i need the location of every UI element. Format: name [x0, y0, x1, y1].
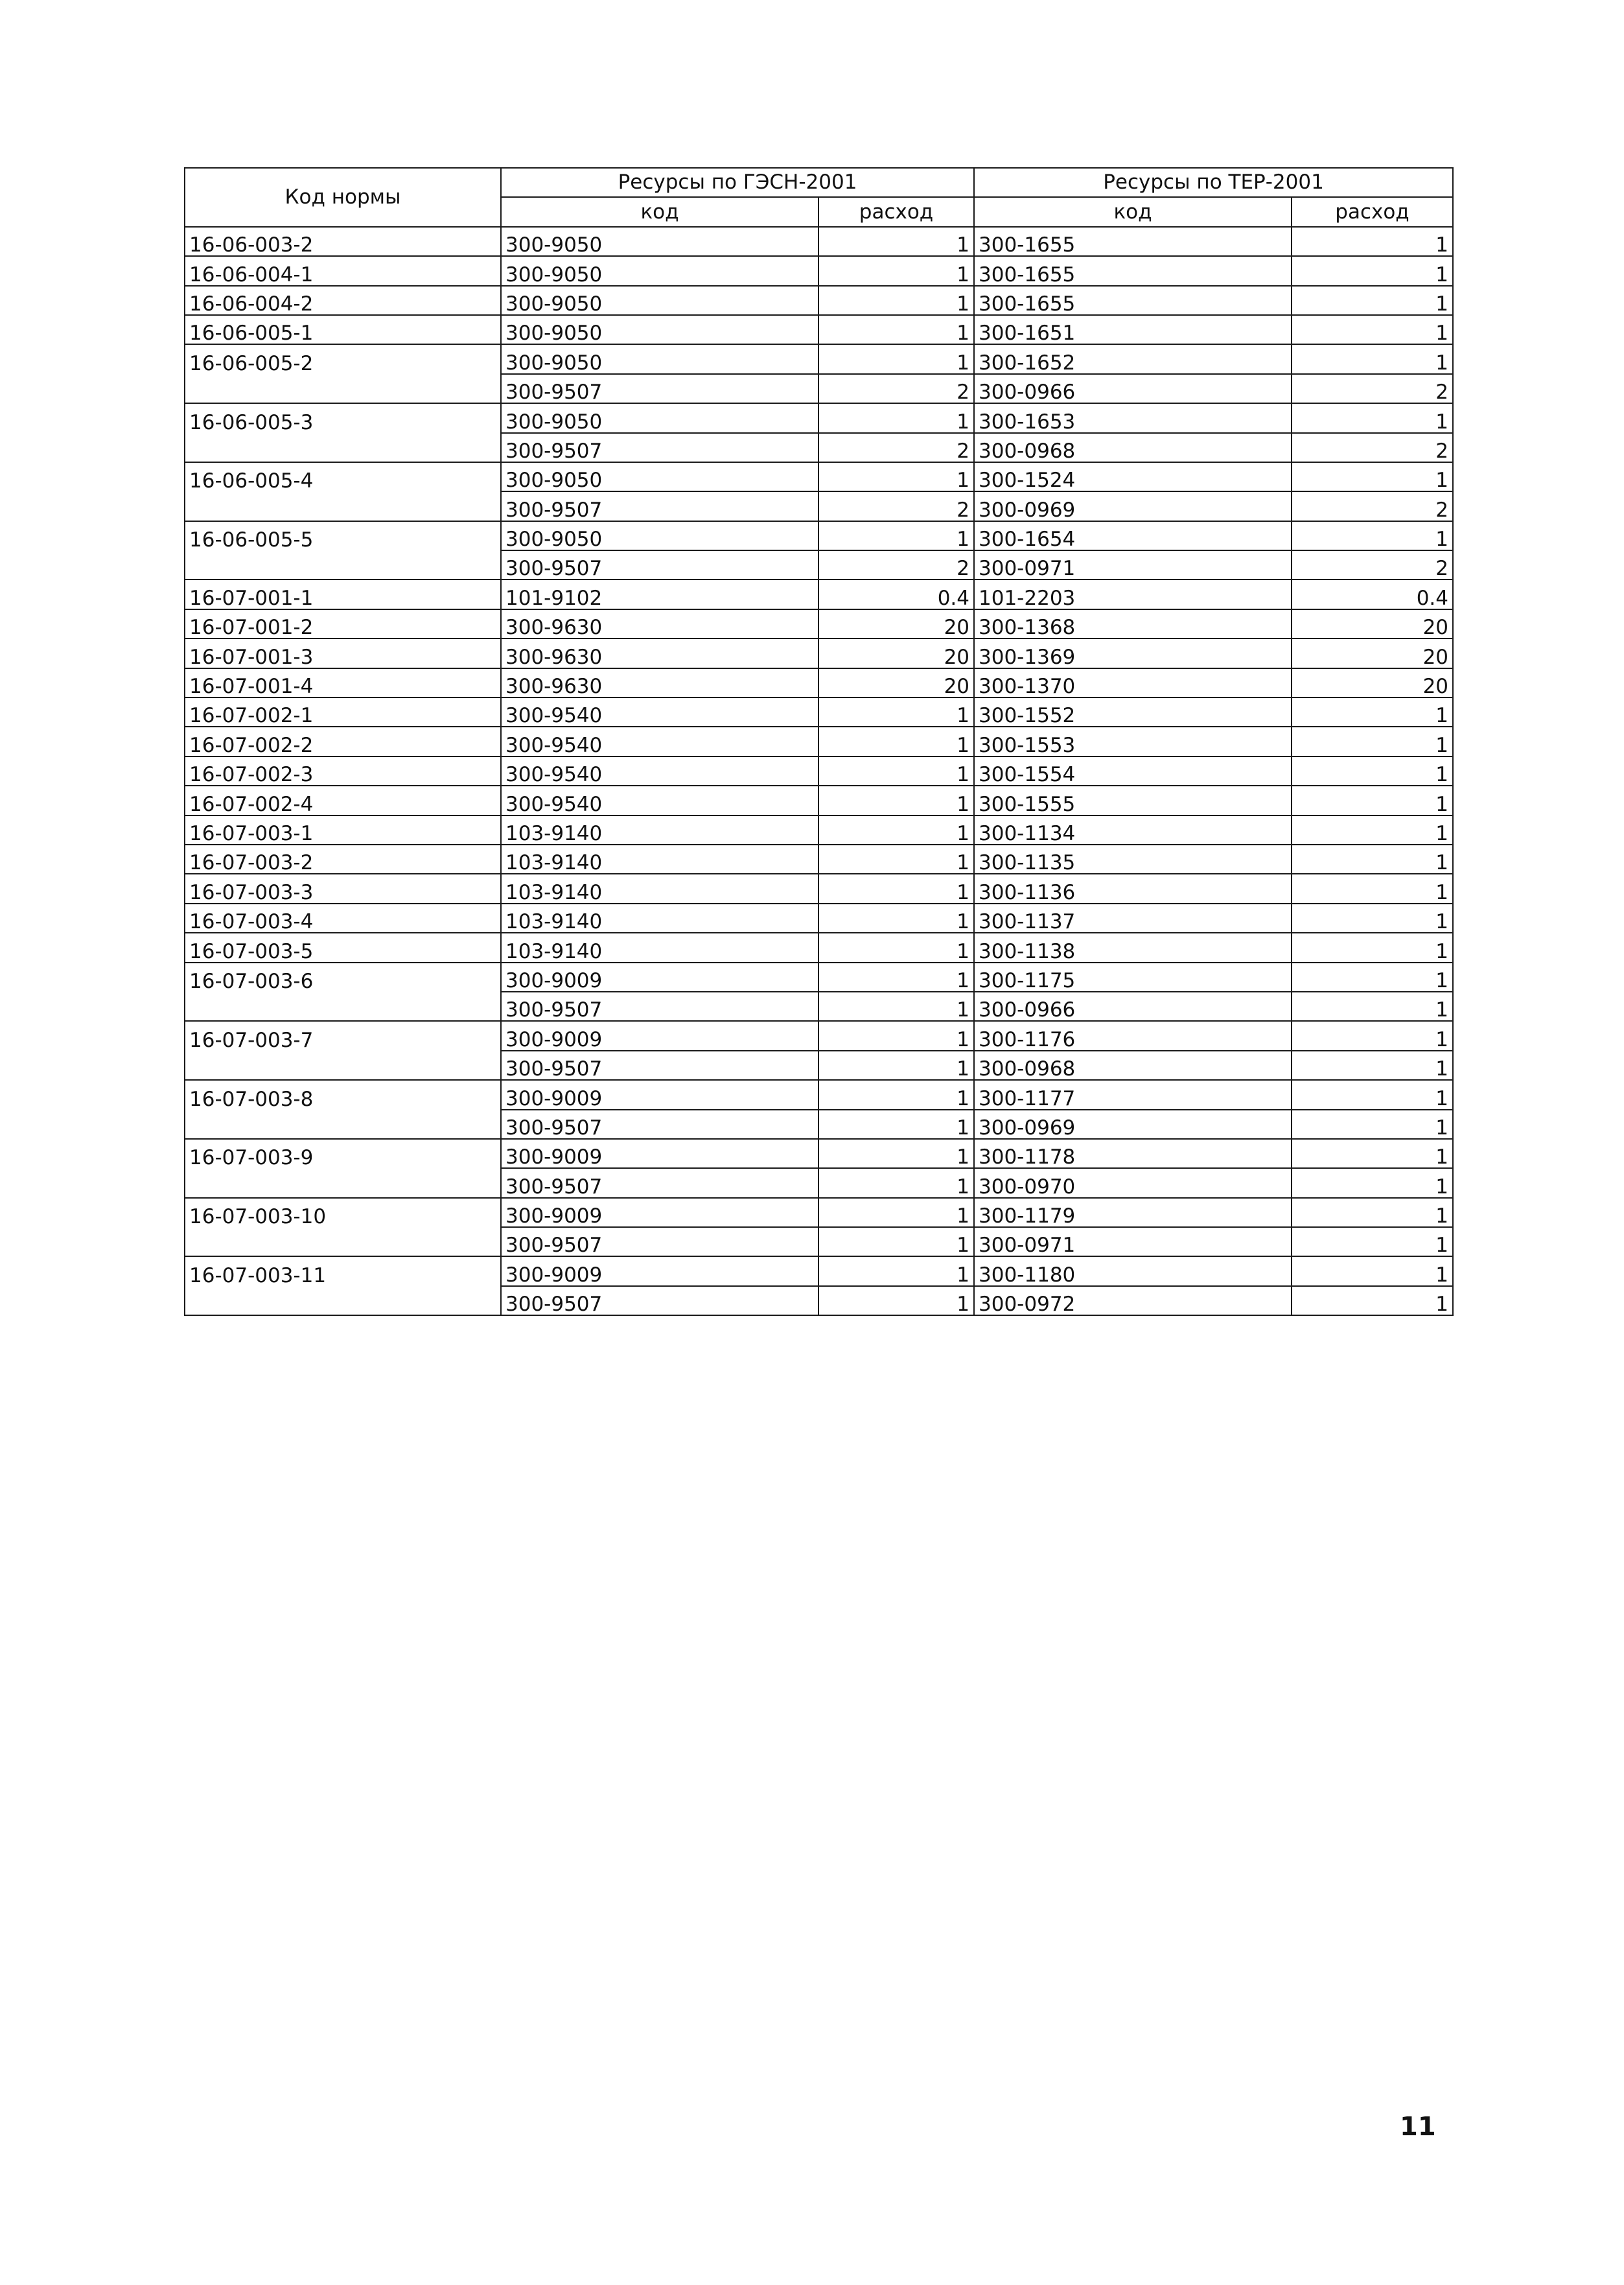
table-row	[185, 1198, 1453, 1227]
table-row	[185, 845, 1453, 874]
table-row	[185, 1021, 1453, 1050]
ter-code-cell: 300-1524	[974, 462, 1292, 491]
gesn-consumption-cell: 20	[818, 639, 974, 668]
gesn-code-cell: 300-9050	[501, 227, 818, 256]
gesn-consumption-cell: 1	[818, 315, 974, 344]
ter-consumption-cell: 1	[1292, 756, 1453, 786]
gesn-consumption-cell: 1	[818, 1168, 974, 1197]
norm-code-cell: 16-06-004-2	[185, 286, 501, 315]
norm-code-cell: 16-07-003-6	[185, 963, 501, 992]
norm-code-cell: 16-07-001-2	[185, 609, 501, 639]
gesn-code-cell: 300-9507	[501, 491, 818, 521]
norm-code-cell: 16-06-004-1	[185, 256, 501, 285]
ter-consumption-cell: 1	[1292, 786, 1453, 815]
ter-code-cell: 300-1655	[974, 256, 1292, 285]
table-row	[185, 1256, 1453, 1285]
norm-code-cell	[185, 992, 501, 1021]
gesn-consumption-cell: 2	[818, 550, 974, 580]
norm-code-cell	[185, 433, 501, 462]
ter-consumption-cell: 1	[1292, 521, 1453, 550]
table-row	[185, 992, 1453, 1021]
gesn-consumption-cell: 1	[818, 462, 974, 491]
gesn-code-cell: 103-9140	[501, 815, 818, 845]
gesn-consumption-cell: 1	[818, 1256, 974, 1285]
table-row	[185, 462, 1453, 491]
gesn-code-cell: 300-9507	[501, 1051, 818, 1080]
gesn-code-cell: 300-9630	[501, 668, 818, 697]
gesn-consumption-cell: 2	[818, 374, 974, 403]
gesn-code-cell: 101-9102	[501, 580, 818, 609]
ter-consumption-cell: 1	[1292, 1286, 1453, 1315]
gesn-code-cell: 300-9630	[501, 639, 818, 668]
gesn-code-cell: 300-9050	[501, 344, 818, 373]
gesn-code-cell: 300-9050	[501, 256, 818, 285]
ter-code-cell: 300-1369	[974, 639, 1292, 668]
header-gesn-resources: Ресурсы по ГЭСН-2001	[501, 168, 974, 197]
ter-consumption-cell: 1	[1292, 697, 1453, 727]
norm-code-cell: 16-07-003-11	[185, 1256, 501, 1285]
table-row	[185, 786, 1453, 815]
norm-code-cell: 16-07-001-4	[185, 668, 501, 697]
ter-code-cell: 300-1555	[974, 786, 1292, 815]
table-header	[185, 168, 1453, 227]
gesn-code-cell: 300-9009	[501, 1198, 818, 1227]
gesn-consumption-cell: 1	[818, 845, 974, 874]
ter-consumption-cell: 1	[1292, 727, 1453, 756]
table-row	[185, 1110, 1453, 1139]
ter-consumption-cell: 1	[1292, 815, 1453, 845]
ter-code-cell: 300-1138	[974, 933, 1292, 962]
norm-code-cell	[185, 1051, 501, 1080]
ter-consumption-cell: 1	[1292, 963, 1453, 992]
table-row	[185, 609, 1453, 639]
gesn-consumption-cell: 1	[818, 521, 974, 550]
norm-code-cell	[185, 1227, 501, 1256]
ter-consumption-cell: 2	[1292, 433, 1453, 462]
gesn-code-cell: 300-9540	[501, 697, 818, 727]
ter-consumption-cell: 1	[1292, 1227, 1453, 1256]
table-row	[185, 227, 1453, 256]
table-row	[185, 521, 1453, 550]
ter-consumption-cell: 1	[1292, 992, 1453, 1021]
norm-code-cell	[185, 374, 501, 403]
ter-code-cell: 300-1135	[974, 845, 1292, 874]
ter-code-cell: 300-0968	[974, 1051, 1292, 1080]
gesn-code-cell: 300-9507	[501, 550, 818, 580]
table-row	[185, 668, 1453, 697]
gesn-consumption-cell: 1	[818, 1021, 974, 1050]
table-row	[185, 433, 1453, 462]
norm-code-cell: 16-07-001-1	[185, 580, 501, 609]
table-row	[185, 1139, 1453, 1168]
gesn-code-cell: 300-9009	[501, 1139, 818, 1168]
table-row	[185, 256, 1453, 285]
ter-code-cell: 300-0969	[974, 491, 1292, 521]
ter-consumption-cell: 1	[1292, 1080, 1453, 1109]
gesn-consumption-cell: 1	[818, 904, 974, 933]
norm-code-cell: 16-06-003-2	[185, 227, 501, 256]
ter-code-cell: 300-0971	[974, 1227, 1292, 1256]
ter-consumption-cell: 1	[1292, 1021, 1453, 1050]
ter-code-cell: 300-0971	[974, 550, 1292, 580]
header-gesn-consumption: расход	[818, 197, 974, 226]
table-body	[185, 227, 1453, 1315]
gesn-code-cell: 103-9140	[501, 904, 818, 933]
norm-code-cell: 16-06-005-5	[185, 521, 501, 550]
gesn-consumption-cell: 2	[818, 491, 974, 521]
ter-consumption-cell: 1	[1292, 1256, 1453, 1285]
ter-code-cell: 300-0966	[974, 374, 1292, 403]
ter-consumption-cell: 2	[1292, 550, 1453, 580]
gesn-code-cell: 103-9140	[501, 933, 818, 962]
gesn-code-cell: 300-9050	[501, 521, 818, 550]
gesn-consumption-cell: 1	[818, 344, 974, 373]
ter-code-cell: 300-1175	[974, 963, 1292, 992]
ter-code-cell: 300-1653	[974, 403, 1292, 432]
ter-code-cell: 300-1651	[974, 315, 1292, 344]
gesn-consumption-cell: 1	[818, 1110, 974, 1139]
gesn-consumption-cell: 1	[818, 874, 974, 903]
gesn-consumption-cell: 1	[818, 286, 974, 315]
ter-consumption-cell: 2	[1292, 491, 1453, 521]
table-row	[185, 697, 1453, 727]
gesn-consumption-cell: 0.4	[818, 580, 974, 609]
gesn-code-cell: 300-9507	[501, 374, 818, 403]
ter-code-cell: 300-1137	[974, 904, 1292, 933]
gesn-consumption-cell: 1	[818, 963, 974, 992]
norm-code-cell: 16-07-003-1	[185, 815, 501, 845]
norm-code-cell: 16-07-003-2	[185, 845, 501, 874]
page-number: 11	[1400, 2112, 1436, 2142]
gesn-consumption-cell: 20	[818, 668, 974, 697]
norm-code-cell	[185, 550, 501, 580]
gesn-consumption-cell: 1	[818, 786, 974, 815]
gesn-code-cell: 300-9540	[501, 727, 818, 756]
table-row	[185, 727, 1453, 756]
norm-code-cell: 16-06-005-4	[185, 462, 501, 491]
ter-code-cell: 300-1368	[974, 609, 1292, 639]
norm-code-cell: 16-07-003-7	[185, 1021, 501, 1050]
table-row	[185, 874, 1453, 903]
table-row	[185, 286, 1453, 315]
ter-consumption-cell: 1	[1292, 1051, 1453, 1080]
gesn-consumption-cell: 1	[818, 1139, 974, 1168]
norm-code-cell: 16-07-001-3	[185, 639, 501, 668]
ter-consumption-cell: 2	[1292, 374, 1453, 403]
ter-code-cell: 300-1370	[974, 668, 1292, 697]
gesn-consumption-cell: 1	[818, 1227, 974, 1256]
ter-consumption-cell: 1	[1292, 462, 1453, 491]
ter-consumption-cell: 1	[1292, 256, 1453, 285]
table-row	[185, 344, 1453, 373]
header-ter-consumption: расход	[1292, 197, 1453, 226]
norm-code-cell	[185, 1168, 501, 1197]
gesn-code-cell: 300-9050	[501, 462, 818, 491]
gesn-code-cell: 300-9507	[501, 1110, 818, 1139]
gesn-code-cell: 103-9140	[501, 874, 818, 903]
norm-code-cell: 16-07-003-9	[185, 1139, 501, 1168]
table-row	[185, 1286, 1453, 1315]
ter-code-cell: 300-1654	[974, 521, 1292, 550]
norm-code-cell: 16-06-005-1	[185, 315, 501, 344]
ter-consumption-cell: 20	[1292, 639, 1453, 668]
ter-consumption-cell: 1	[1292, 315, 1453, 344]
ter-consumption-cell: 1	[1292, 933, 1453, 962]
table-row	[185, 639, 1453, 668]
table-row	[185, 1227, 1453, 1256]
gesn-consumption-cell: 1	[818, 992, 974, 1021]
norm-code-cell: 16-07-002-4	[185, 786, 501, 815]
gesn-code-cell: 300-9630	[501, 609, 818, 639]
resources-table	[184, 167, 1454, 1316]
table-row	[185, 1080, 1453, 1109]
gesn-code-cell: 300-9050	[501, 286, 818, 315]
gesn-code-cell: 300-9507	[501, 1168, 818, 1197]
ter-code-cell: 300-0970	[974, 1168, 1292, 1197]
ter-consumption-cell: 1	[1292, 1110, 1453, 1139]
ter-consumption-cell: 20	[1292, 668, 1453, 697]
ter-consumption-cell: 1	[1292, 904, 1453, 933]
ter-code-cell: 300-1177	[974, 1080, 1292, 1109]
table-row	[185, 1051, 1453, 1080]
gesn-code-cell: 300-9540	[501, 756, 818, 786]
gesn-code-cell: 300-9507	[501, 433, 818, 462]
gesn-consumption-cell: 1	[818, 403, 974, 432]
ter-code-cell: 300-1178	[974, 1139, 1292, 1168]
gesn-code-cell: 300-9540	[501, 786, 818, 815]
norm-code-cell: 16-07-002-2	[185, 727, 501, 756]
gesn-consumption-cell: 20	[818, 609, 974, 639]
table-row	[185, 756, 1453, 786]
ter-code-cell: 300-1180	[974, 1256, 1292, 1285]
table-row	[185, 963, 1453, 992]
ter-consumption-cell: 0.4	[1292, 580, 1453, 609]
gesn-consumption-cell: 1	[818, 756, 974, 786]
gesn-consumption-cell: 1	[818, 1080, 974, 1109]
table-row	[185, 374, 1453, 403]
gesn-consumption-cell: 1	[818, 933, 974, 962]
gesn-code-cell: 300-9009	[501, 1256, 818, 1285]
ter-code-cell: 300-1134	[974, 815, 1292, 845]
norm-code-cell: 16-07-003-4	[185, 904, 501, 933]
gesn-code-cell: 300-9507	[501, 1227, 818, 1256]
ter-code-cell: 300-1136	[974, 874, 1292, 903]
table-row	[185, 315, 1453, 344]
ter-consumption-cell: 1	[1292, 227, 1453, 256]
gesn-consumption-cell: 1	[818, 727, 974, 756]
ter-consumption-cell: 1	[1292, 344, 1453, 373]
ter-code-cell: 300-1655	[974, 227, 1292, 256]
ter-code-cell: 300-1176	[974, 1021, 1292, 1050]
norm-code-cell: 16-07-002-3	[185, 756, 501, 786]
ter-code-cell: 300-0969	[974, 1110, 1292, 1139]
header-gesn-code: код	[501, 197, 818, 226]
ter-consumption-cell: 1	[1292, 403, 1453, 432]
gesn-code-cell: 300-9507	[501, 992, 818, 1021]
ter-code-cell: 300-1552	[974, 697, 1292, 727]
norm-code-cell	[185, 1110, 501, 1139]
ter-code-cell: 300-1179	[974, 1198, 1292, 1227]
ter-code-cell: 300-0968	[974, 433, 1292, 462]
norm-code-cell: 16-07-003-5	[185, 933, 501, 962]
header-ter-code: код	[974, 197, 1292, 226]
norm-code-cell	[185, 1286, 501, 1315]
gesn-code-cell: 300-9050	[501, 403, 818, 432]
norm-code-cell	[185, 491, 501, 521]
ter-consumption-cell: 1	[1292, 845, 1453, 874]
ter-consumption-cell: 1	[1292, 286, 1453, 315]
gesn-consumption-cell: 1	[818, 1051, 974, 1080]
table-row	[185, 550, 1453, 580]
ter-consumption-cell: 20	[1292, 609, 1453, 639]
gesn-consumption-cell: 1	[818, 227, 974, 256]
gesn-consumption-cell: 2	[818, 433, 974, 462]
norm-code-cell: 16-06-005-2	[185, 344, 501, 373]
header-ter-resources: Ресурсы по ТЕР-2001	[974, 168, 1453, 197]
ter-consumption-cell: 1	[1292, 1139, 1453, 1168]
norm-code-cell: 16-06-005-3	[185, 403, 501, 432]
norm-code-cell: 16-07-003-3	[185, 874, 501, 903]
ter-code-cell: 300-1655	[974, 286, 1292, 315]
ter-code-cell: 300-0972	[974, 1286, 1292, 1315]
ter-code-cell: 300-1652	[974, 344, 1292, 373]
gesn-code-cell: 300-9507	[501, 1286, 818, 1315]
header-norm-code: Код нормы	[185, 168, 501, 227]
table-row	[185, 403, 1453, 432]
gesn-consumption-cell: 1	[818, 256, 974, 285]
gesn-code-cell: 103-9140	[501, 845, 818, 874]
gesn-consumption-cell: 1	[818, 815, 974, 845]
table-row	[185, 933, 1453, 962]
ter-code-cell: 101-2203	[974, 580, 1292, 609]
norm-code-cell: 16-07-003-8	[185, 1080, 501, 1109]
ter-code-cell: 300-1553	[974, 727, 1292, 756]
gesn-code-cell: 300-9009	[501, 1021, 818, 1050]
table-row	[185, 815, 1453, 845]
ter-consumption-cell: 1	[1292, 1168, 1453, 1197]
table-row	[185, 904, 1453, 933]
ter-consumption-cell: 1	[1292, 1198, 1453, 1227]
gesn-consumption-cell: 1	[818, 1198, 974, 1227]
gesn-code-cell: 300-9009	[501, 963, 818, 992]
ter-consumption-cell: 1	[1292, 874, 1453, 903]
ter-code-cell: 300-0966	[974, 992, 1292, 1021]
norm-code-cell: 16-07-003-10	[185, 1198, 501, 1227]
gesn-consumption-cell: 1	[818, 697, 974, 727]
gesn-consumption-cell: 1	[818, 1286, 974, 1315]
table-row	[185, 580, 1453, 609]
table-row	[185, 491, 1453, 521]
ter-code-cell: 300-1554	[974, 756, 1292, 786]
gesn-code-cell: 300-9050	[501, 315, 818, 344]
norm-code-cell: 16-07-002-1	[185, 697, 501, 727]
gesn-code-cell: 300-9009	[501, 1080, 818, 1109]
table-row	[185, 1168, 1453, 1197]
